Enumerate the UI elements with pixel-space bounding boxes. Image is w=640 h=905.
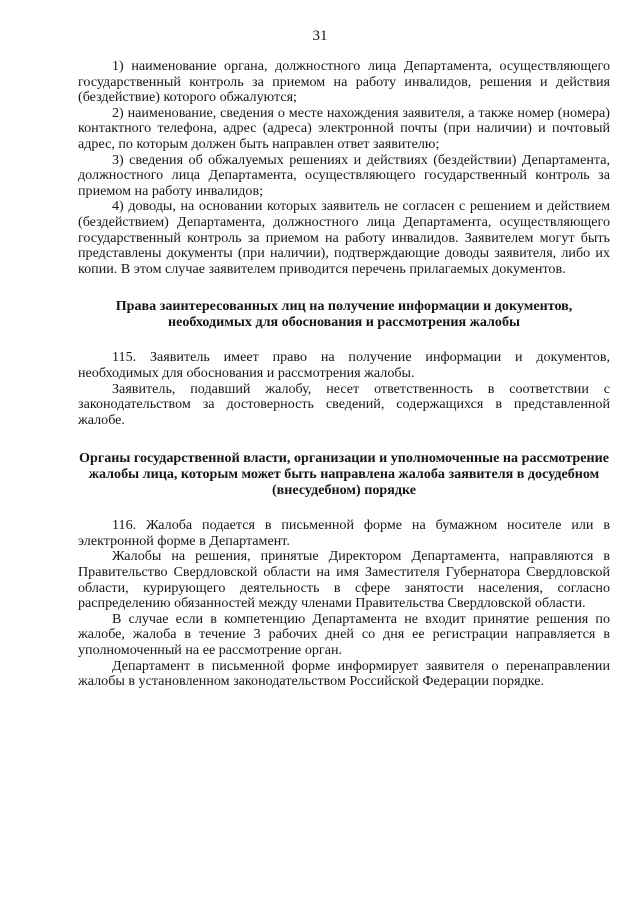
list-item-3: 3) сведения об обжалуемых решениях и действиях (бездействии) Департамента, должностного лица Департамента, осуществляющего государственный контроль за приемом на работу инвалидов; [78,151,610,199]
page-number: 31 [312,28,328,44]
paragraph-redirect: В случае если в компетенцию Департамента не входит принятие решения по жалобе, жалоба в течение 3 рабочих дней со дня ее регистрации направляется в уполномоченный на ее рассмотрение орган. [78,610,610,659]
document-body [78,59,610,690]
list-item-4: 4) доводы, на основании которых заявитель не согласен с решением и действием (бездействием) Департамента, должностного лица Департамента, осуществляющего государственный контроль за приемом на работу инвалидов. Заявителем могут быть представлены документы (при наличии), подтверждающие доводы заявителя, либо их копии. В этом случае заявителем приводится перечень прилагаемых документов. [78,198,610,277]
list-item-2: 2) наименование, сведения о месте нахождения заявителя, а также номер (номера) контактного телефона, адрес (адреса) электронной почты (при наличии) и почтовый адрес, по которым должен быть направлен ответ заявителю; [78,104,610,152]
list-item-1: 1) наименование органа, должностного лица Департамента, осуществляющего государственный контроль за приемом на работу инвалидов, решения и действия (бездействие) которого обжалуются; [78,58,610,106]
paragraph-director-complaints: Жалобы на решения, принятые Директором Департамента, направляются в Правительство Свердловской области на имя Заместителя Губернатора Свердловской области, курирующего деятельность в сфере занятости населения, согласно распределению обязанностей между членами Правительства Свердловской области. [78,548,610,612]
section-heading-bodies: Органы государственной власти, организации и уполномоченные на рассмотрение жалобы лица, которым может быть направлена жалоба заявителя в досудебном (внесудебном) порядке [79,450,609,499]
paragraph-116: 116. Жалоба подается в письменной форме на бумажном носителе или в электронной форме в Департамент. [78,517,610,549]
paragraph-inform: Департамент в письменной форме информирует заявителя о перенаправлении жалобы в установленном законодательством Российской Федерации порядке. [78,657,610,690]
paragraph-115: 115. Заявитель имеет право на получение информации и документов, необходимых для обоснования и рассмотрения жалобы. [78,349,610,381]
paragraph-responsibility: Заявитель, подавший жалобу, несет ответственность в соответствии с законодательством за достоверность сведений, содержащихся в представленной жалобе. [78,380,610,428]
section-heading-rights: Права заинтересованных лиц на получение информации и документов, необходимых для обоснования и рассмотрения жалобы [115,298,573,331]
